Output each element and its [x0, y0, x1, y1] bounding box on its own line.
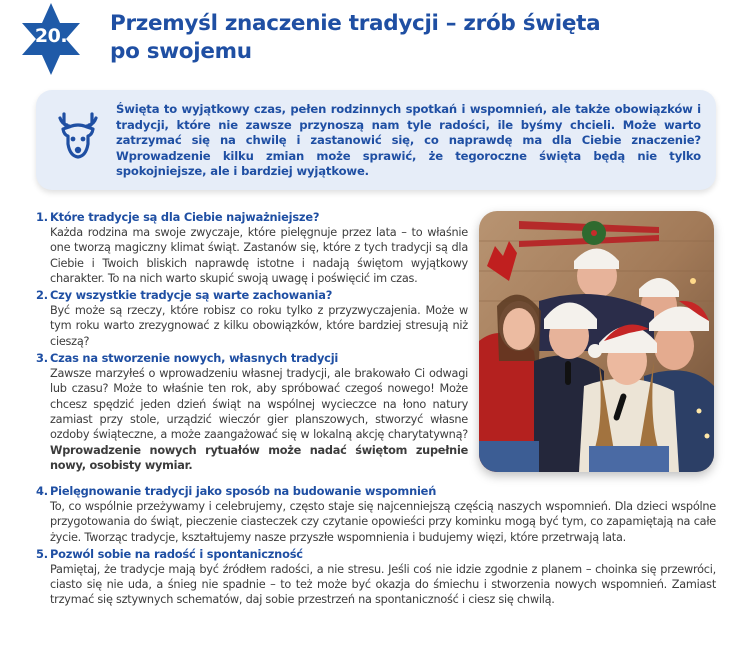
item-body: To, co wspólnie przeżywamy i celebrujemy, często staje się najcenniejszą częścią naszych wspomnień. Dla dzieci wspólne przygotowania do świąt, pieczenie ciasteczek czy czytanie opowieści przy kominku mogą być tym, co zapamiętają na całe życie. Tworząc tradycje, kształtujemy nasze przyszłe wspomnienia i budujemy więzi, które przetrwają lata.	[50, 500, 716, 544]
christmas-party-photo	[479, 211, 714, 472]
item-body: Pamiętaj, że tradycje mają być źródłem radości, a nie stresu. Jeśli coś nie idzie zgodnie z planem – choinka się przewróci, ciasto się nie uda, a śnieg nie spadnie – to też może być okazja do śmiechu i stworzenia nowych wspomnień. Zamiast trzymać się sztywnych schematów, daj sobie przestrzeń na spontaniczność i ciesz się chwilą.	[50, 562, 716, 607]
page-title: Przemyśl znaczenie tradycji – zrób święta po swojemu	[110, 11, 601, 64]
item-body: Każda rodzina ma swoje zwyczaje, które pielęgnuje przez lata – to właśnie one tworzą magiczny klimat świąt. Zastanów się, które z tych tradycji są dla Ciebie i Twoich bliskich naprawdę istotne i nadają świętom wyjątkowy charakter. To na nich warto skupić swoją uwagę i poświęcić im czas.	[50, 226, 468, 285]
list-item	[36, 484, 716, 545]
list-item	[36, 288, 468, 349]
intro-text: Święta to wyjątkowy czas, pełen rodzinnych spotkań i wspomnień, ale także obowiązków i tradycji, które nie zawsze przynoszą nam tyle radości, ile byśmy chcieli. Może warto zatrzymać się na chwilę i zastanowić się, co naprawdę ma dla Ciebie znaczenie? Wprowadzenie kilku zmian może sprawić, że tegoroczne święta będą nie tylko spokojniejsze, ale i bardziej wyjątkowe.	[116, 102, 701, 179]
star-badge	[22, 3, 80, 75]
intro-box	[36, 90, 716, 190]
tips-list-top	[36, 210, 468, 475]
list-item	[36, 547, 716, 608]
item-body: Być może są rzeczy, które robisz co roku tylko z przyzwyczajenia. Może w tym roku warto zrezygnować z kilku obowiązków, które bardziej stresują niż cieszą?	[50, 304, 468, 348]
tips-list-bottom	[36, 484, 716, 610]
item-heading: 4. Pielęgnowanie tradycji jako sposób na budowanie wspomnień	[36, 484, 437, 498]
item-heading: 3. Czas na stworzenie nowych, własnych tradycji	[36, 351, 339, 366]
item-heading: 5. Pozwól sobie na radość i spontaniczność	[36, 546, 303, 561]
reindeer-icon	[58, 110, 98, 160]
item-body: Zawsze marzyłeś o wprowadzeniu własnej tradycji, ale brakowało Ci odwagi lub czasu? Może to właśnie ten rok, aby spróbować czegoś nowego! Może chcesz spędzić jeden dzień świąt na wspólnej wycieczce na łono natury zamiast przy stole, urządzić wieczór gier planszowych, stworzyć własne ozdoby świąteczne, a może zaangażować się w lokalną akcję charytatywną? Wprowadzenie nowych rytuałów może nadać świętom zupełnie nowy, osobisty wymiar.	[50, 367, 468, 472]
badge-number: 20.	[34, 25, 68, 47]
item-heading: 1. Które tradycje są dla Ciebie najważniejsze?	[36, 210, 320, 224]
item-heading: 2. Czy wszystkie tradycje są warte zachowania?	[36, 288, 333, 303]
list-item	[36, 210, 468, 286]
item-body-emphasis: Wprowadzenie nowych rytuałów może nadać świętom zupełnie nowy, osobisty wymiar.	[50, 443, 468, 472]
list-item	[36, 351, 468, 473]
